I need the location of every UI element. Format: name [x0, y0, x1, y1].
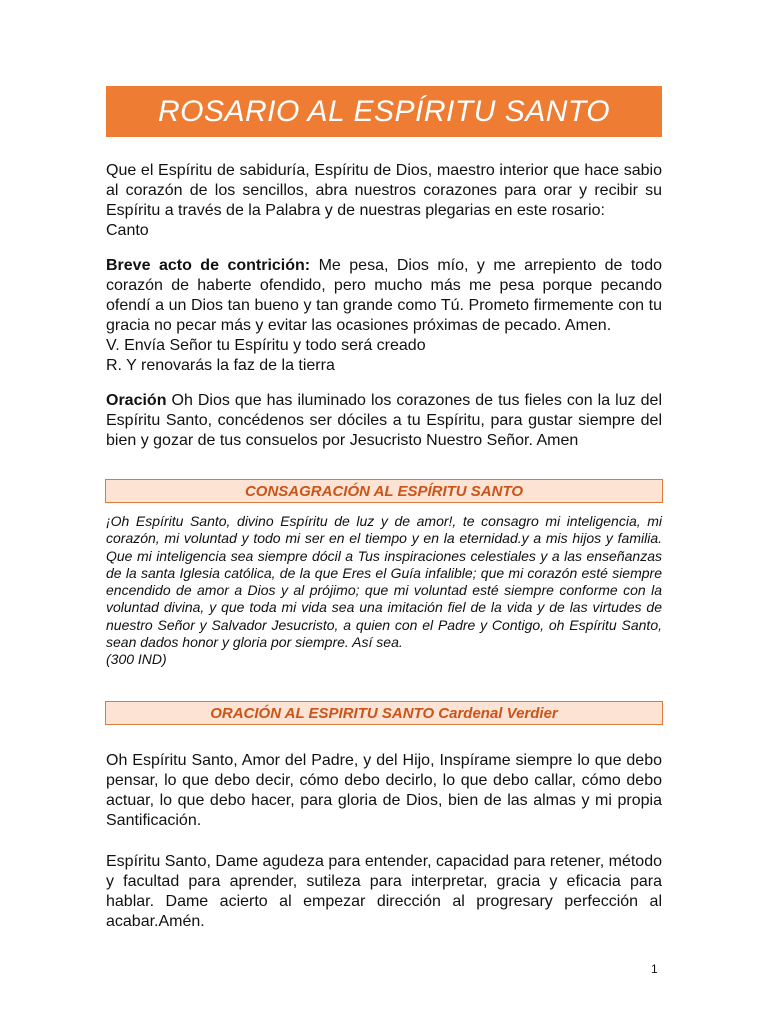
verdier-paragraph-2 — [106, 852, 662, 932]
contricion-label: Breve acto de contrición: — [106, 257, 311, 274]
consagracion-heading: CONSAGRACIÓN AL ESPÍRITU SANTO — [105, 479, 663, 503]
consagracion-indulgence: (300 IND) — [106, 651, 167, 668]
oracion-label: Oración — [106, 392, 167, 409]
verdier-p1: Oh Espíritu Santo, Amor del Padre, y del Hijo, Inspírame siempre lo que debo pensar, lo que debo decir, cómo debo decirlo, lo que debo callar, cómo debo actuar, lo que debo hacer, para gloria de Dios, bien de las almas y mi propia Santificación. — [106, 752, 662, 829]
verdier-heading: ORACIÓN AL ESPIRITU SANTO Cardenal Verdier — [105, 701, 663, 725]
consagracion-paragraph — [106, 513, 662, 669]
contricion-response: R. Y renovarás la faz de la tierra — [106, 357, 335, 374]
consagracion-text: ¡Oh Espíritu Santo, divino Espíritu de luz y de amor!, te consagro mi inteligencia, mi corazón, mi voluntad y todo mi ser en el tiempo y en la eternidad.y a mis hijos y familia. Que mi inteligencia sea siempre dócil a Tus inspiraciones celestiales y a las enseñanzas de la santa Iglesia católica, de la que Eres el Guía infalible; que mi corazón esté siempre encendido de amor a Dios y al prójimo; que mi voluntad esté siempre conforme con la voluntad divina, y que toda mi vida sea una imitación fiel de la vida y de las virtudes de nuestro Señor y Salvador Jesucristo, a quien con el Padre y Contigo, oh Espíritu Santo, sean dados honor y gloria por siempre. Así sea. — [106, 513, 662, 651]
page-title: ROSARIO AL ESPÍRITU SANTO — [106, 86, 662, 137]
contricion-paragraph — [106, 256, 662, 376]
oracion-paragraph — [106, 391, 662, 451]
page-number: 1 — [651, 962, 658, 976]
oracion-text: Oh Dios que has iluminado los corazones de tus fieles con la luz del Espíritu Santo, concédenos ser dóciles a tu Espíritu, para gustar siempre del bien y gozar de tus consuelos por Jesucristo Nuestro Señor. Amen — [106, 392, 662, 449]
intro-paragraph — [106, 161, 662, 241]
verdier-p2: Espíritu Santo, Dame agudeza para entender, capacidad para retener, método y facultad para aprender, sutileza para interpretar, gracia y eficacia para hablar. Dame acierto al empezar dirección al progresary perfección al acabar.Amén. — [106, 853, 662, 930]
verdier-paragraph-1 — [106, 751, 662, 831]
intro-text: Que el Espíritu de sabiduría, Espíritu de Dios, maestro interior que hace sabio al corazón de los sencillos, abra nuestros corazones para orar y recibir su Espíritu a través de la Palabra y de nuestras plegarias en este rosario: — [106, 162, 662, 219]
intro-canto: Canto — [106, 222, 149, 239]
oracion-text-wrap — [106, 391, 662, 451]
contricion-text: Me pesa, Dios mío, y me arrepiento de todo corazón de haberte ofendido, pero mucho más me pesa porque pecando ofendí a un Dios tan bueno y tan grande como Tú. Prometo firmemente con tu gracia no pecar más y evitar las ocasiones próximas de pecado. Amen. — [106, 257, 662, 334]
contricion-versicle: V. Envía Señor tu Espíritu y todo será creado — [106, 337, 426, 354]
contricion-text-wrap — [106, 256, 662, 336]
